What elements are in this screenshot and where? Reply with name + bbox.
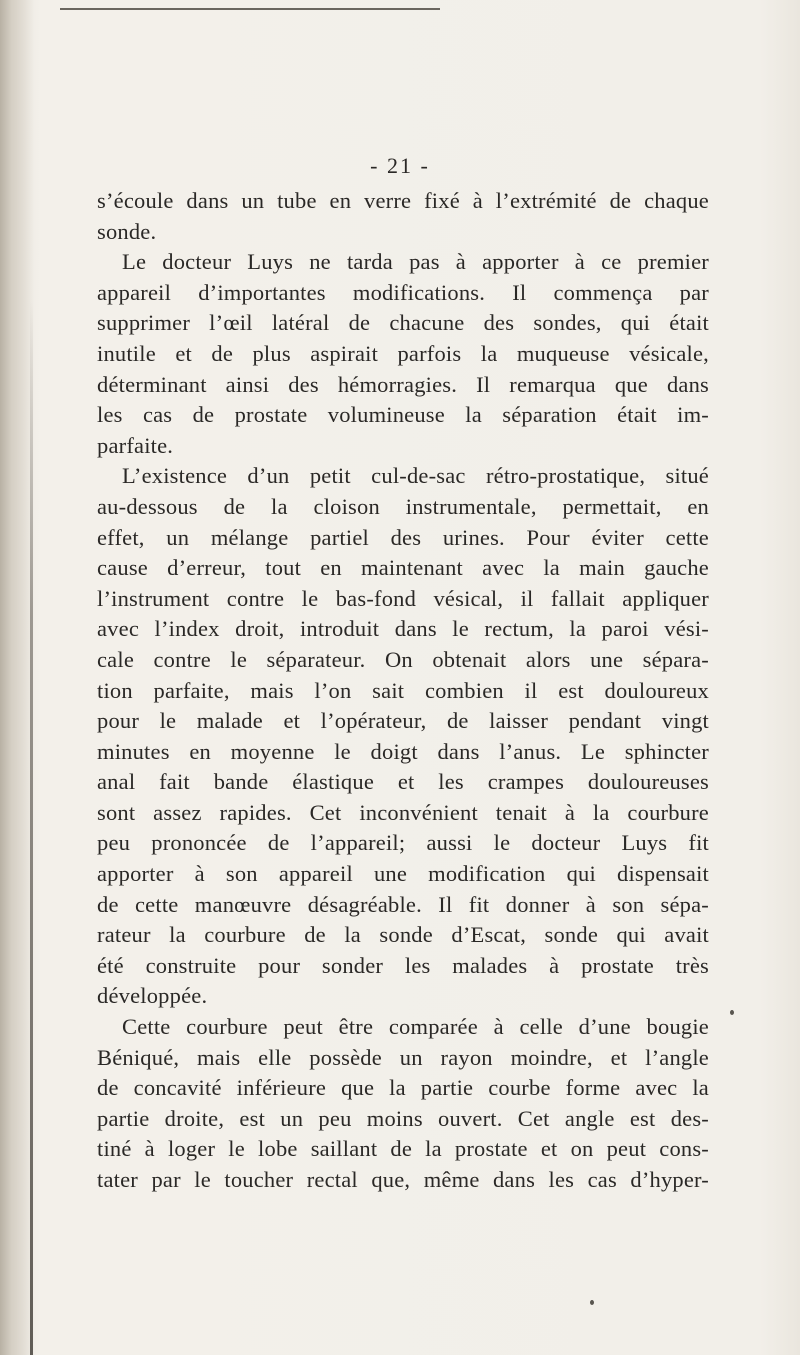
text-line: Cette courbure peut être comparée à celle d’une bougie [122,1014,709,1040]
text-line: développée. [97,983,208,1009]
text-line: partie droite, est un peu moins ouvert. Cet angle est des- [97,1105,709,1131]
text-line: supprimer l’œil latéral de chacune des sondes, qui était [97,310,709,336]
text-line: déterminant ainsi des hémorragies. Il remarqua que dans [97,371,709,397]
text-line: Béniqué, mais elle possède un rayon moindre, et l’angle [97,1044,709,1070]
spine-edge [30,300,33,1355]
text-line: appareil d’importantes modifications. Il commença par [97,279,709,305]
ink-speck [590,1300,594,1305]
text-line: sonde. [97,218,157,244]
ink-speck [730,1010,734,1015]
body-text [97,186,709,1196]
text-line: été construite pour sonder les malades à prostate très [97,952,709,978]
text-line: anal fait bande élastique et les crampes douloureuses [97,769,709,795]
top-edge-mark [60,8,440,10]
text-line: au-dessous de la cloison instrumentale, permettait, en [97,493,709,519]
text-line: tiné à loger le lobe saillant de la prostate et on peut cons- [97,1136,709,1162]
text-line: avec l’index droit, introduit dans le rectum, la paroi vési- [97,616,709,642]
text-line: apporter à son appareil une modification qui dispensait [97,861,709,887]
text-line: de concavité inférieure que la partie courbe forme avec la [97,1075,709,1101]
text-line: tion parfaite, mais l’on sait combien il est douloureux [97,677,709,703]
text-line: pour le malade et l’opérateur, de laisser pendant vingt [97,708,709,734]
text-line: les cas de prostate volumineuse la séparation était im- [97,402,709,428]
text-line: L’existence d’un petit cul-de-sac rétro-prostatique, situé [122,463,709,489]
text-line: de cette manœuvre désagréable. Il fit donner à son sépa- [97,891,709,917]
page-number: - 21 - [370,153,430,178]
text-line: cale contre le séparateur. On obtenait alors une sépara- [97,646,709,672]
text-line: inutile et de plus aspirait parfois la muqueuse vésicale, [97,340,709,366]
text-line: minutes en moyenne le doigt dans l’anus. Le sphincter [97,738,709,764]
text-line: parfaite. [97,432,174,458]
text-line: rateur la courbure de la sonde d’Escat, sonde qui avait [97,922,709,948]
text-line: tater par le toucher rectal que, même dans les cas d’hyper- [97,1167,709,1192]
text-line: Le docteur Luys ne tarda pas à apporter à ce premier [122,249,709,275]
text-line: cause d’erreur, tout en maintenant avec la main gauche [97,555,709,581]
text-line: l’instrument contre le bas-fond vésical, il fallait appliquer [97,585,709,611]
text-line: s’écoule dans un tube en verre fixé à l’extrémité de chaque [97,188,709,213]
text-line: peu prononcée de l’appareil; aussi le docteur Luys fit [97,830,709,856]
page-binding-shadow [0,0,34,1355]
text-line: effet, un mélange partiel des urines. Pour éviter cette [97,524,709,550]
text-line: sont assez rapides. Cet inconvénient tenait à la courbure [97,799,709,825]
